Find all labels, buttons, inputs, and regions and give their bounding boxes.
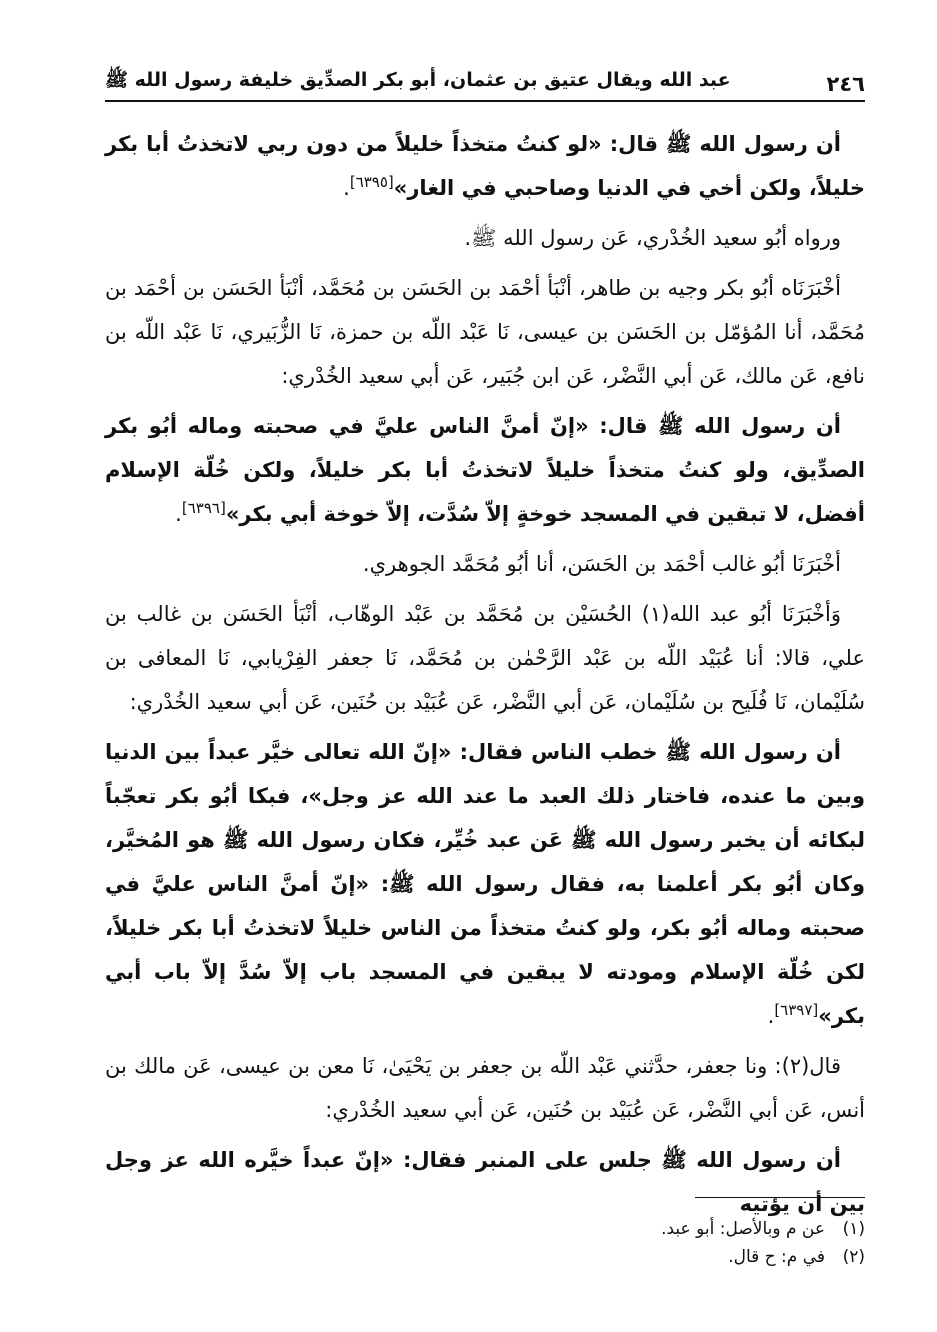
paragraph-tail: . xyxy=(175,502,182,526)
paragraph-text: أخْبَرَنَا أبُو غالب أحْمَد بن الحَسَن، أنا أبُو مُحَمَّد الجوهري. xyxy=(362,552,841,576)
paragraph xyxy=(105,1044,865,1132)
paragraph-tail: . xyxy=(767,1004,775,1028)
page-body xyxy=(105,122,865,1226)
paragraph-text: أن رسول الله ﷺ خطب الناس فقال: «إنّ الله تعالى خيَّر عبداً بين الدنيا وبين ما عنده، فاختار ذلك العبد ما عند الله عز وجل»، فبكا أبُو بكر تعجّباً لبكائه أن يخبر رسول الله ﷺ عَن عبد خُيِّر، فكان رسول الله ﷺ هو المُخيَّر، وكان أبُو بكر أعلمنا به، فقال رسول الله ﷺ: «إنّ أمنَّ الناس عليَّ في صحبته وماله أبُو بكر، ولو كنتُ متخذاً من الناس خليلاً لاتخذتُ أبا بكر خليلاً، لكن خُلّة الإسلام ومودته لا يبقين في المسجد باب إلاّ سُدَّ إلاّ باب أبي بكر» xyxy=(105,740,865,1028)
hadith-ref: [٦٣٩٧] xyxy=(774,1001,819,1019)
paragraph xyxy=(105,266,865,398)
running-title: عبد الله ويقال عتيق بن عثمان، أبو بكر الصدِّيق خليفة رسول الله ﷺ xyxy=(105,69,731,91)
document-page xyxy=(105,60,865,1310)
page-number: ٢٤٦ xyxy=(826,72,865,96)
paragraph-text: أن رسول الله ﷺ جلس على المنبر فقال: «إنّ عبداً خيَّره الله عز وجل بين أن يؤتيه xyxy=(105,1148,865,1216)
paragraph xyxy=(105,730,865,1038)
paragraph-text: ورواه أبُو سعيد الخُدْري، عَن رسول الله ﷺ. xyxy=(464,226,841,250)
footnote xyxy=(105,1243,865,1271)
page-header xyxy=(105,60,865,102)
footnote xyxy=(105,1215,865,1243)
paragraph-text: وَأخْبَرَنَا أبُو عبد الله(١) الحُسَيْن بن مُحَمَّد بن عَبْد الوهّاب، أنْبَأ الحَسَن بن غالب بن علي، قالا: أنا عُبَيْد اللّه بن عَبْد الرَّحْمٰن بن مُحَمَّد، نَا جعفر الفِرْيابي، نَا المعافى بن سُلَيْمان، نَا فُلَيح بن سُلَيْمان، عَن أبي النَّضْر، عَن عُبَيْد بن حُنَين، عَن أبي سعيد الخُدْري: xyxy=(105,602,865,714)
paragraph xyxy=(105,1138,865,1226)
paragraph xyxy=(105,404,865,536)
hadith-ref: [٦٣٩٥] xyxy=(349,173,394,191)
paragraph-tail: . xyxy=(343,176,350,200)
paragraph xyxy=(105,542,865,586)
footnote-divider xyxy=(695,1197,865,1198)
footnote-text: في م: ح قال. xyxy=(728,1247,825,1267)
paragraph xyxy=(105,122,865,210)
paragraph-text: أن رسول الله ﷺ قال: «لو كنتُ متخذاً خليلاً من دون ربي لاتخذتُ أبا بكر خليلاً، ولكن أخي في الدنيا وصاحبي في الغار» xyxy=(105,132,865,200)
footnotes xyxy=(105,1215,865,1271)
paragraph-text: أخْبَرَنَاه أبُو بكر وجيه بن طاهر، أنْبَأ أحْمَد بن الحَسَن بن مُحَمَّد، أنْبَأ الحَسَن بن أحْمَد بن مُحَمَّد، أنا المُؤمّل بن الحَسَن بن عيسى، نَا عَبْد اللّه بن حمزة، نَا الزُّبَيري، نَا عَبْد اللّه بن نافع، عَن مالك، عَن أبي النَّضْر، عَن ابن جُبَير، عَن أبي سعيد الخُدْري: xyxy=(105,276,865,388)
hadith-ref: [٦٣٩٦] xyxy=(181,499,226,517)
paragraph xyxy=(105,216,865,260)
footnote-number: (٢) xyxy=(842,1247,865,1267)
paragraph-text: أن رسول الله ﷺ قال: «إنّ أمنَّ الناس عليَّ في صحبته وماله أبُو بكر الصدِّيق، ولو كنتُ متخذاً خليلاً لاتخذتُ أبا بكر خليلاً، ولكن خُلّة الإسلام أفضل، لا تبقين في المسجد خوخةٍ إلاّ سُدَّت، إلاّ خوخة أبي بكر» xyxy=(105,414,865,526)
footnote-number: (١) xyxy=(842,1219,865,1239)
paragraph-text: قال(٢): ونا جعفر، حدَّثني عَبْد اللّه بن جعفر بن يَحْيَىٰ، نَا معن بن عيسى، عَن مالك بن أنس، عَن أبي النَّضْر، عَن عُبَيْد بن حُنَين، عَن أبي سعيد الخُدْري: xyxy=(105,1054,865,1122)
paragraph xyxy=(105,592,865,724)
footnote-text: عن م وبالأصل: أبو عبد. xyxy=(661,1219,825,1239)
